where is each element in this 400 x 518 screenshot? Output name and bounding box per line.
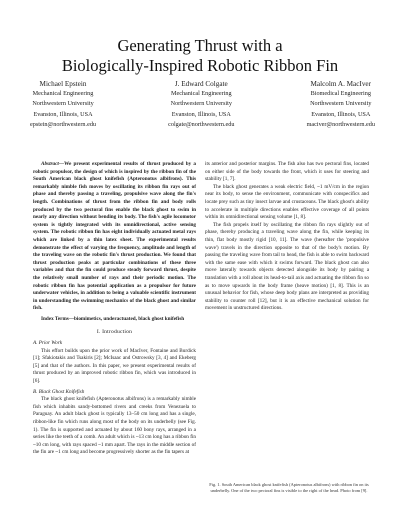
title-line-2: Biologically-Inspired Robotic Ribbon Fin: [61, 56, 339, 75]
abstract: [33, 161, 196, 313]
author-email: maciver@northwestern.edu: [306, 120, 375, 128]
abstract-label: Abstract: [41, 161, 59, 167]
author-univ: Northwestern University: [310, 100, 372, 108]
author-dept: Biomedical Engineering: [310, 90, 371, 98]
author-dept: Mechanical Engineering: [170, 90, 232, 98]
author-block: [30, 79, 375, 130]
body-paragraph: The fish propels itself by oscillating the ribbon fin rays slightly out of phase, thereby producing a traveling wave along the fin, while keeping its thin, flat body mostly rigid [10, 11]. The wave (hereafter the 'propulsive wave') travels in the direction opposite to that of the body's motion. By passing the traveling wave from tail to head, the fish is able to swim backward with the same ease with which it swims forward. The black ghost can also move laterally towards objects detected alongside its body by pairing a translation with a roll about its head-to-tail axis and actuating the ribbon fin so as to move upwards in the body frame (heave motion) [1, 8]. This is an unusual behavior for fish, whose deep body plans are interpreted as providing stability to counter roll [12], but it is an effective mechanical solution for movement in unstructured directions.: [205, 221, 369, 312]
author-1: [30, 79, 96, 130]
right-column: [205, 161, 369, 313]
author-email: epstein@northwestern.edu: [30, 120, 97, 128]
body-paragraph: The black ghost generates a weak electric field, ~1 mV/cm in the region near its body, to sense the environment, communicate with conspecifics and locate prey such as tiny insect larvae and crustaceans. The black ghost's ability to accelerate in multiple directions enables effective coverage of all points within its omnidirectional sensing volume [1, 8].: [205, 183, 369, 221]
abstract-text: —We present experimental results of thrust produced by a robotic propulsor, the design of which is inspired by the ribbon fin of the South American black ghost knifefish (Apteronotus albifrons). This remarkably nimble fish moves by oscillating its ribbon fin rays out of phase and thereby passing a traveling, propulsive wave along the fin's length. Combinations of thrust from the ribbon fin and body rolls produced by the two pectoral fins enable the black ghost to swim in nearly any direction without bending its body. The fish's agile locomotor system is tightly integrated with its omnidirectional, active sensing system. The robotic ribbon fin has eight individually actuated metal rays which are linked by a thin latex sheet. The experimental results demonstrate the effect of varying the frequency, amplitude and length of the traveling wave on the robotic fin's thrust production. We found that thrust production peaks at particular combinations of these three variables and that the fin could produce steady forward thrust, despite the relatively small number of rays and their periodic motion. The robotic ribbon fin has potential application as a propulsor for future underwater vehicles, in addition to being a valuable scientific instrument in understanding the swimming mechanics of the black ghost and similar fish.: [33, 161, 196, 312]
black-ghost-paragraph: The black ghost knifefish (Apteronotus albifrons) is a remarkably nimble fish which inhabits sandy-bottomed rivers and creeks from Venezuela to Paraguay. An adult black ghost is typically 13–50 cm long and has a single, ribbon-like fin which runs along most of the body on its underbelly (see Fig. 1). The fin is supported and actuated by about 160 bony rays, arranged in a series like the teeth of a comb. An adult which is ~13 cm long has a ribbon fin ~10 cm long, with rays spaced ~1 mm apart. The rays in the middle section of the fin are ~1 cm long and become progressively shorter as the fin tapers at: [33, 396, 196, 456]
figure-caption: Fig. 1. South American black ghost knifefish (Apteronotus albifrons) with ribbon fin on its underbelly. One of the two pectoral fins is visible to the right of the head. Photo from [9].: [209, 482, 369, 493]
author-city: Evanston, Illinois, USA: [171, 110, 231, 118]
author-dept: Mechanical Engineering: [32, 90, 94, 98]
author-name: Michael Epstein: [39, 80, 87, 88]
title-line-1: Generating Thrust with a: [117, 36, 283, 55]
author-univ: Northwestern University: [170, 100, 232, 108]
author-name: Malcolm A. MacIver: [310, 80, 372, 88]
body-paragraph: its anterior and posterior margins. The fish also has two pectoral fins, located on either side of the body towards the front, which it uses for steering and stability [1, 7].: [205, 161, 369, 183]
author-univ: Northwestern University: [32, 100, 94, 108]
author-city: Evanston, Illinois, USA: [311, 110, 371, 118]
subsection-heading: A. Prior Work: [33, 340, 63, 347]
section-heading: I. Introduction: [96, 329, 133, 336]
left-column: [33, 161, 196, 457]
author-3: [307, 79, 375, 130]
index-terms: Index Terms—biomimetics, underactuated, black ghost knifefish: [41, 315, 185, 322]
author-2: [168, 79, 234, 130]
paper-title: [0, 36, 400, 76]
author-city: Evanston, Illinois, USA: [33, 110, 93, 118]
prior-work-paragraph: This effort builds upon the prior work of MacIver, Fontaine and Burdick [1]; Sfakiotakis and Tsakiris [2]; McIsaac and Ostrowsky [3, 4] and Ekeberg [5] and that of the authors. In this paper, we present experimental results of thrust produced by an improved robotic ribbon fin, which was introduced in [6].: [33, 347, 196, 385]
author-name: J. Edward Colgate: [174, 80, 228, 88]
author-email: colgate@northwestern.edu: [168, 120, 235, 128]
subsection-heading: B. Black Ghost Knifefish: [33, 388, 85, 395]
